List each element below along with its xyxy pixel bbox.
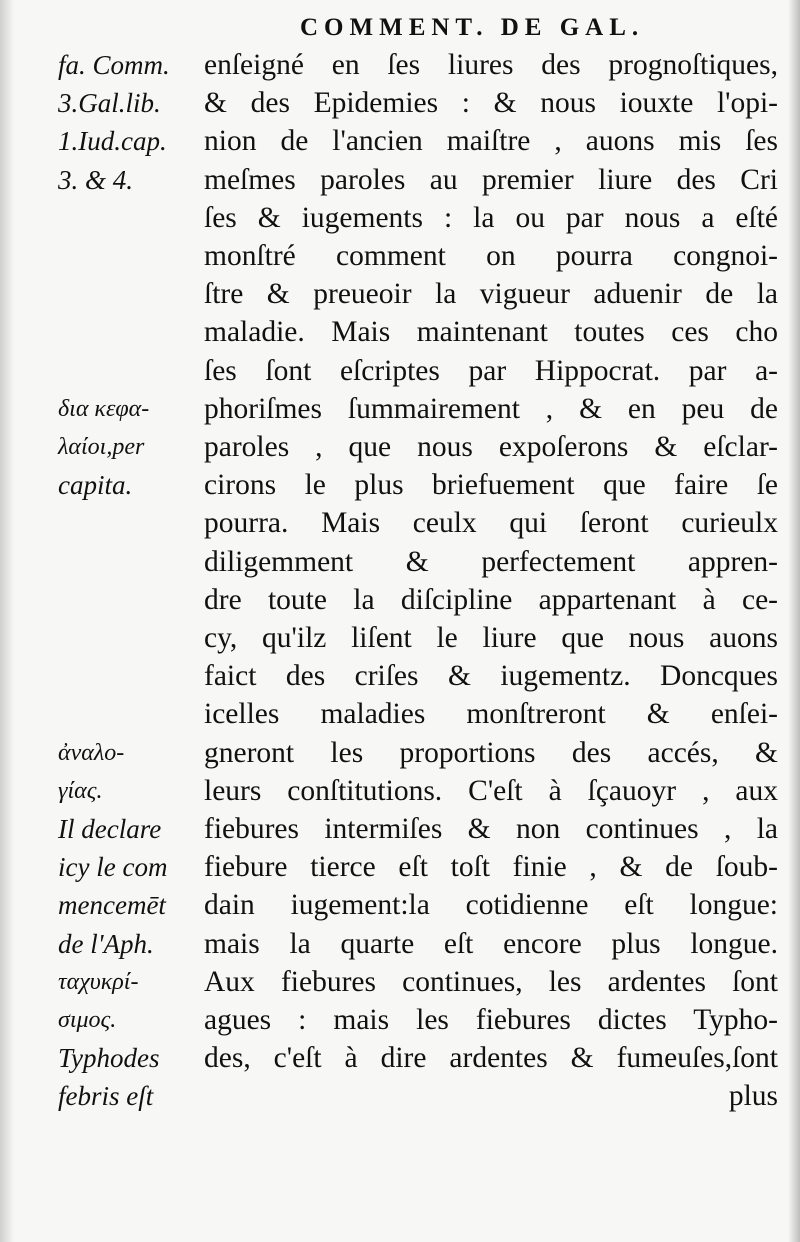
margin-note: δια κεφα- <box>58 395 150 422</box>
margin-note: ἀναλο- <box>58 739 125 766</box>
body-line: fiebure tierce eſt toſt finie , & de ſoub- <box>204 851 778 884</box>
body-line: & des Epidemies : & nous iouxte l'opi- <box>204 87 778 120</box>
margin-note: mencemēt <box>58 890 166 921</box>
margin-note: ταχυκρί- <box>58 968 139 995</box>
body-line: dain iugement:la cotidienne eſt longue: <box>204 889 778 922</box>
margin-note: 3. & 4. <box>58 164 134 195</box>
body-line: ſtre & preueoir la vigueur aduenir de la <box>204 278 778 311</box>
body-line: mais la quarte eſt encore plus longue. <box>204 927 778 960</box>
body-line: meſmes paroles au premier liure des Cri <box>204 163 778 196</box>
body-line: ſes & iugements : la ou par nous a eſté <box>204 201 778 234</box>
show-through-mark <box>140 252 147 282</box>
body-line: plus <box>728 1080 778 1113</box>
body-line: leurs conſtitutions. C'eſt à ſçauoyr , aux <box>204 774 778 807</box>
body-line: diligemment & perfectement appren- <box>204 545 778 578</box>
margin-note: de l'Aph. <box>58 928 154 959</box>
margin-note: capita. <box>58 470 133 501</box>
body-line: maladie. Mais maintenant toutes ces cho <box>204 316 778 349</box>
body-line: Aux fiebures continues, les ardentes ſont <box>204 965 778 998</box>
gutter-shadow <box>0 0 14 1242</box>
body-line: dre toute la diſcipline appartenant à ce- <box>204 583 778 616</box>
body-line: cy, qu'ilz liſent le liure que nous auons <box>204 622 778 654</box>
margin-note: 1.Iud.cap. <box>58 126 167 157</box>
body-line: faict des criſes & iugementz. Doncques <box>204 660 778 693</box>
margin-note: γίας. <box>58 777 103 804</box>
margin-note: σιμος. <box>58 1007 117 1033</box>
margin-note: febris eſt <box>58 1081 154 1112</box>
body-line: nion de l'ancien maiſtre , auons mis ſes <box>204 125 778 158</box>
body-line: des, c'eſt à dire ardentes & fumeuſes,ſont <box>204 1042 778 1075</box>
margin-note: 3.Gal.lib. <box>58 88 161 119</box>
body-line: agues : mais les fiebures dictes Typho- <box>204 1004 778 1036</box>
body-line: gneront les proportions des accés, & <box>204 736 778 769</box>
margin-note: Typhodes <box>58 1043 160 1074</box>
body-line: cirons le plus briefuement que faire ſe <box>204 469 778 502</box>
page-edge-shadow <box>788 0 800 1242</box>
running-header: COMMENT. DE GAL. <box>300 14 645 41</box>
margin-note: Il declare <box>58 814 162 844</box>
body-line: icelles maladies monſtreront & enſei- <box>204 698 778 731</box>
body-line: enſeigné en ſes liures des prognoſtiques, <box>204 49 778 81</box>
margin-note: λαίοι,per <box>58 434 145 460</box>
margin-note: fa. Comm. <box>58 50 170 80</box>
body-line: monſtré comment on pourra congnoi- <box>204 240 778 272</box>
body-line: fiebures intermiſes & non continues , la <box>204 813 778 845</box>
body-line: ſes ſont eſcriptes par Hippocrat. par a- <box>204 354 778 387</box>
body-line: pourra. Mais ceulx qui ſeront curieulx <box>204 507 778 540</box>
body-line: paroles , que nous expoſerons & eſclar- <box>204 431 778 463</box>
margin-note: icy le com <box>58 852 168 883</box>
body-line: phoriſmes ſummairement , & en peu de <box>204 392 778 425</box>
